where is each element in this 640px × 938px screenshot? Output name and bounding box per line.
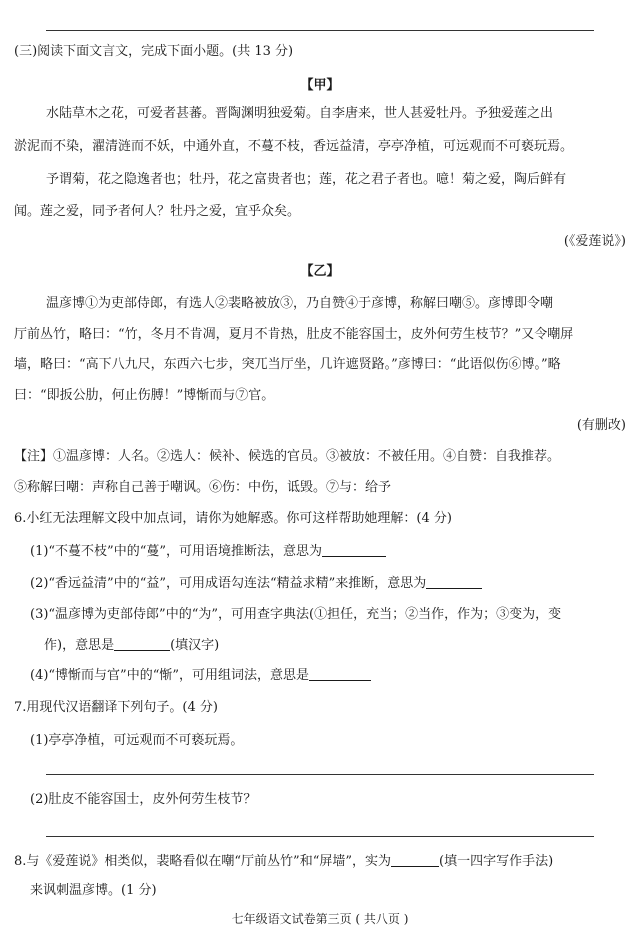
passage-jia-line: 闻。莲之爱，同予者何人？牡丹之爱，宜乎众矣。 bbox=[14, 204, 301, 219]
question-6-item-3: (3)“温彦博为吏部侍郎”中的“为”，可用查字典法(①担任，充当；②当作，作为；③变为，变 bbox=[30, 607, 562, 622]
answer-line[interactable] bbox=[46, 836, 594, 837]
passage-jia-label: 【甲】 bbox=[300, 78, 340, 93]
answer-blank[interactable] bbox=[426, 574, 482, 589]
question-text: 8.与《爱莲说》相类似，裴略看似在嘲“厅前丛竹”和“屏墙”，实为 bbox=[14, 854, 391, 869]
question-text: 作)，意思是 bbox=[44, 638, 115, 653]
page-footer: 七年级语文试卷第三页 ( 共八页 ) bbox=[231, 912, 409, 926]
question-text: (4)“博惭而与官”中的“惭”，可用组词法，意思是 bbox=[30, 668, 309, 683]
question-6-item-3-cont bbox=[44, 636, 640, 656]
passage-yi-line: 墙，略曰：“高下八九尺，东西六七步，突兀当厅坐，几许遮贤路。”彦博曰：“此语似伤⑥博。”略 bbox=[14, 357, 561, 372]
question-7-item-1: (1)亭亭净植，可远观而不可亵玩焉。 bbox=[30, 733, 244, 748]
passage-yi-source: (有删改) bbox=[576, 418, 626, 433]
passage-jia-line: 水陆草木之花，可爱者甚蕃。晋陶渊明独爱菊。自李唐来，世人甚爱牡丹。予独爱莲之出 bbox=[46, 106, 554, 121]
passage-jia-source: (《爱莲说》) bbox=[563, 234, 626, 249]
notes-line: ⑤称解曰嘲：声称自己善于嘲讽。⑥伤：中伤，诋毁。⑦与：给予 bbox=[14, 480, 392, 495]
passage-jia-line: 淤泥而不染，濯清涟而不妖，中通外直，不蔓不枝，香远益清，亭亭净植，可远观而不可亵玩焉。 bbox=[14, 139, 574, 154]
passage-yi-line: 曰：“即扳公肋，何止伤膊！”博惭而与⑦官。 bbox=[14, 388, 275, 403]
question-6-item-2 bbox=[30, 574, 640, 594]
passage-yi-label: 【乙】 bbox=[300, 264, 340, 279]
question-6-item-4 bbox=[30, 666, 640, 686]
answer-line[interactable] bbox=[46, 774, 594, 775]
question-6-item-1 bbox=[30, 542, 640, 562]
question-8-line-2: 来讽刺温彦博。(1 分) bbox=[30, 883, 157, 898]
question-text: (2)“香远益清”中的“益”，可用成语勾连法“精益求精”来推断，意思为 bbox=[30, 576, 427, 591]
passage-yi-line: 温彦博①为吏部侍郎，有选人②裴略被放③，乃自赞④于彦博，称解曰嘲⑤。彦博即令嘲 bbox=[46, 296, 554, 311]
answer-blank[interactable] bbox=[391, 852, 439, 867]
question-hint: (填一四字写作手法) bbox=[439, 854, 554, 869]
passage-yi-line: 厅前丛竹，略曰：“竹，冬月不肯凋，夏月不肯热，肚皮不能容国士，皮外何劳生枝节？”又令嘲屏 bbox=[14, 327, 574, 342]
top-divider bbox=[46, 30, 594, 31]
answer-blank[interactable] bbox=[114, 636, 170, 651]
question-text: (1)“不蔓不枝”中的“蔓”，可用语境推断法，意思为 bbox=[30, 544, 322, 559]
section-heading: (三)阅读下面文言文，完成下面小题。(共 13 分) bbox=[14, 44, 294, 59]
answer-blank[interactable] bbox=[322, 542, 386, 557]
question-7-item-2: (2)肚皮不能容国士，皮外何劳生枝节？ bbox=[30, 792, 257, 807]
passage-jia-line: 予谓菊，花之隐逸者也；牡丹，花之富贵者也；莲，花之君子者也。噫！菊之爱，陶后鲜有 bbox=[46, 172, 567, 187]
question-8-line-1 bbox=[14, 852, 628, 872]
question-hint: (填汉字) bbox=[170, 638, 220, 653]
answer-blank[interactable] bbox=[309, 666, 371, 681]
question-6-stem: 6.小红无法理解文段中加点词，请你为她解惑。你可这样帮助她理解：(4 分) bbox=[14, 511, 452, 526]
notes-line: 【注】①温彦博：人名。②选人：候补、候选的官员。③被放：不被任用。④自赞：自我推荐。 bbox=[14, 449, 561, 464]
question-7-stem: 7.用现代汉语翻译下列句子。(4 分) bbox=[14, 700, 218, 715]
